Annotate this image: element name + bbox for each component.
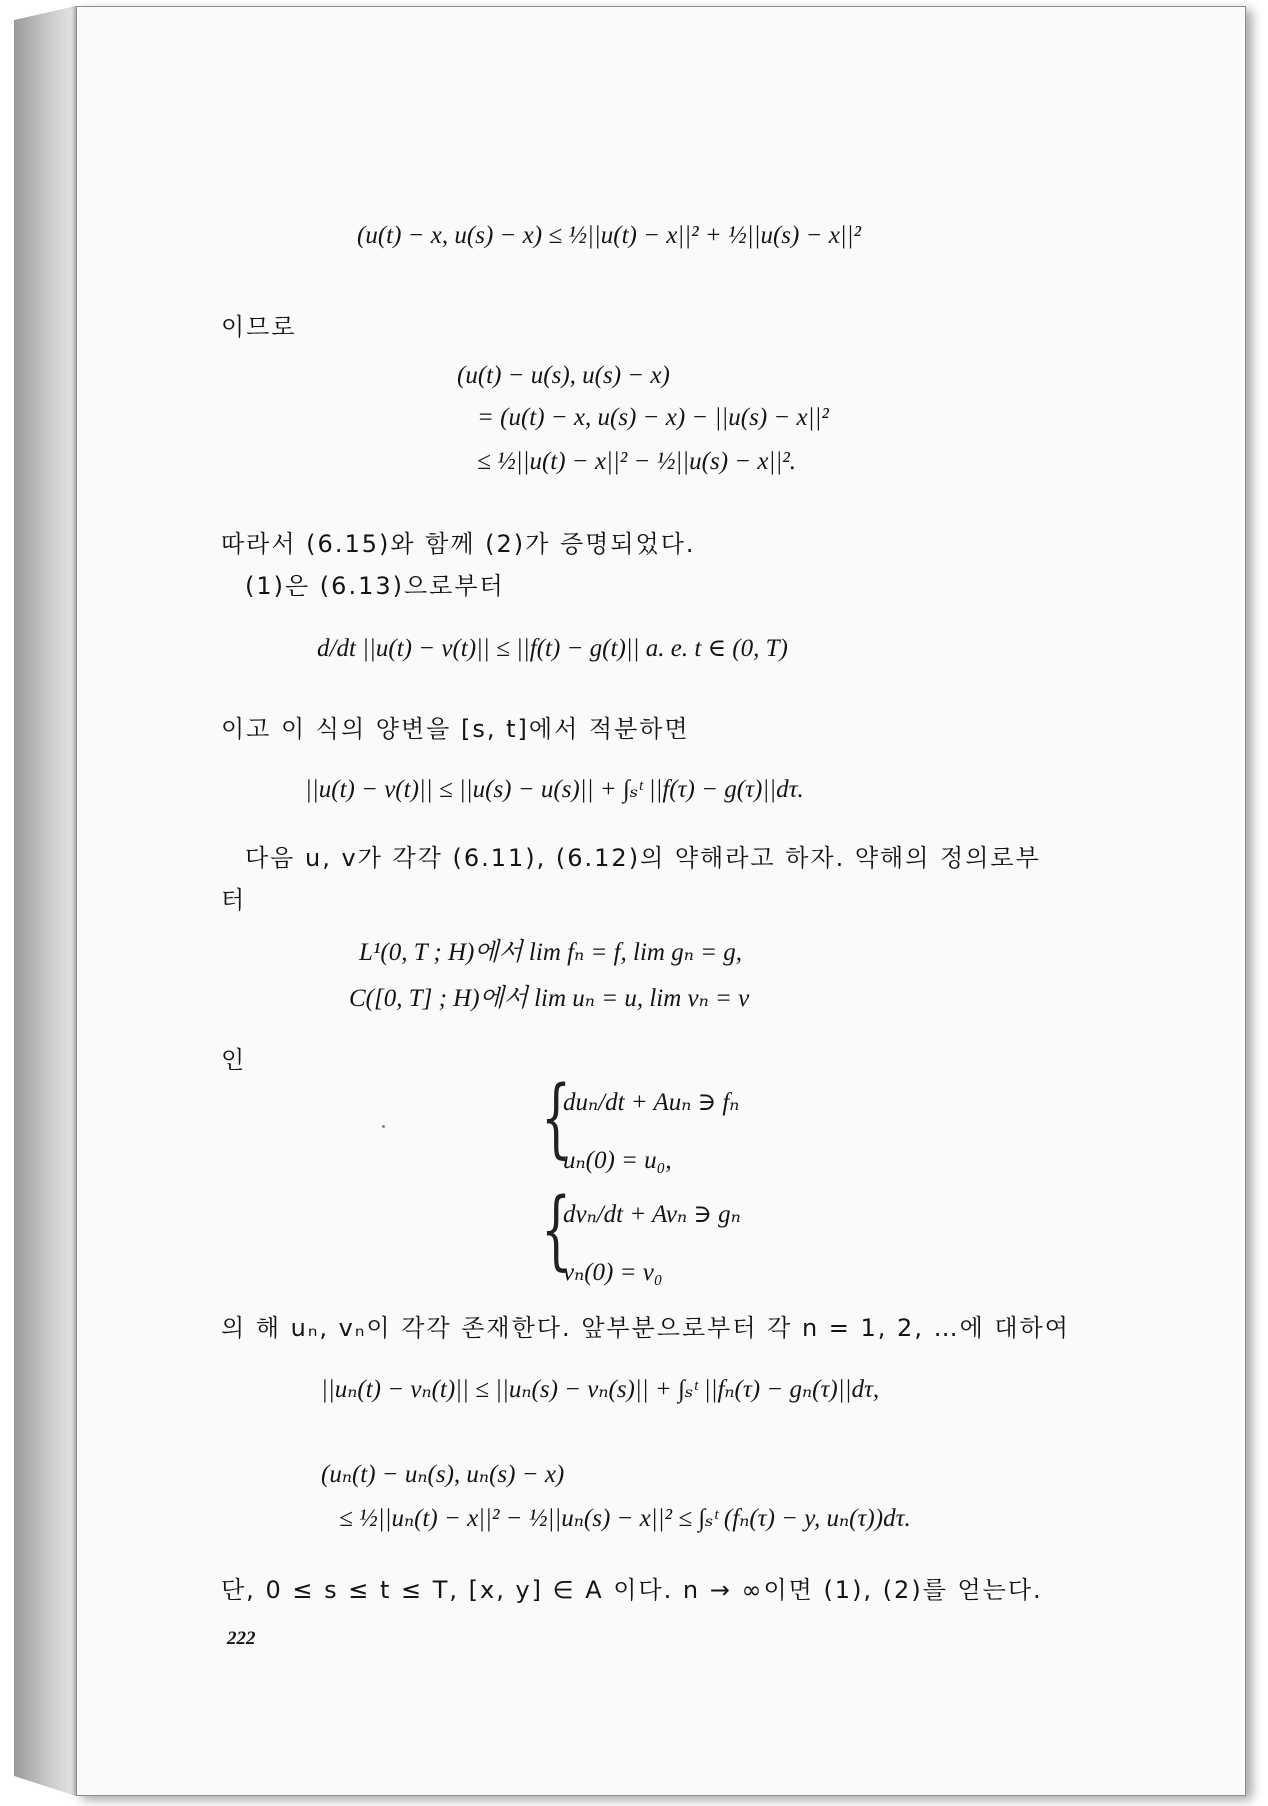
equation-2b: = (u(t) − x, u(s) − x) − ||u(s) − x||² [477, 404, 829, 431]
equation-5b: C([0, T] ; H)에서 lim uₙ = u, lim vₙ = v [349, 985, 750, 1012]
system-1-brace: { [541, 1068, 572, 1168]
system-2-brace: { [541, 1180, 572, 1280]
system-2-line-a: dvₙ/dt + Avₙ ∋ gₙ [563, 1201, 741, 1228]
equation-4: ||u(t) − v(t)|| ≤ ||u(s) − u(s)|| + ∫ₛᵗ ||f(τ) − g(τ)||dτ. [305, 776, 804, 803]
text-line-2: 따라서 (6.15)와 함께 (2)가 증명되었다. [221, 530, 696, 558]
equation-6: ||uₙ(t) − vₙ(t)|| ≤ ||uₙ(s) − vₙ(s)|| + ∫ₛᵗ ||fₙ(τ) − gₙ(τ)||dτ, [321, 1376, 880, 1403]
page-number: 222 [227, 1628, 256, 1649]
text-line-3: (1)은 (6.13)으로부터 [245, 572, 505, 600]
system-2-line-b: vₙ(0) = v₀ [563, 1259, 663, 1286]
text-line-9: 단, 0 ≤ s ≤ t ≤ T, [x, y] ∈ A 이다. n → ∞이면 (1), (2)를 얻는다. [221, 1576, 1043, 1604]
text-line-6: 터 [221, 886, 247, 914]
equation-1: (u(t) − x, u(s) − x) ≤ ½||u(t) − x||² + ½||u(s) − x||² [357, 222, 862, 249]
text-line-8: 의 해 uₙ, vₙ이 각각 존재한다. 앞부분으로부터 각 n = 1, 2, …에 대하여 [221, 1314, 1070, 1342]
book-spine [14, 6, 76, 1796]
equation-2c: ≤ ½||u(t) − x||² − ½||u(s) − x||². [477, 448, 796, 475]
book [14, 6, 1250, 1796]
text-line-7: 인 [221, 1046, 247, 1074]
speck [382, 1125, 385, 1128]
text-line-5: 다음 u, v가 각각 (6.11), (6.12)의 약해라고 하자. 약해의 정의로부 [245, 844, 1041, 872]
equation-7a: (uₙ(t) − uₙ(s), uₙ(s) − x) [321, 1461, 565, 1488]
text-line-1: 이므로 [221, 313, 297, 341]
equation-7b: ≤ ½||uₙ(t) − x||² − ½||uₙ(s) − x||² ≤ ∫ₛᵗ (fₙ(τ) − y, uₙ(τ))dτ. [339, 1505, 911, 1532]
system-1-line-b: uₙ(0) = u₀, [563, 1147, 672, 1174]
equation-2a: (u(t) − u(s), u(s) − x) [457, 362, 670, 389]
equation-3: d/dt ||u(t) − v(t)|| ≤ ||f(t) − g(t)|| a. e. t ∈ (0, T) [317, 635, 788, 662]
system-1-line-a: duₙ/dt + Auₙ ∋ fₙ [563, 1089, 740, 1116]
text-line-4: 이고 이 식의 양변을 [s, t]에서 적분하면 [221, 715, 690, 743]
book-page [76, 6, 1246, 1796]
equation-5a: L¹(0, T ; H)에서 lim fₙ = f, lim gₙ = g, [359, 939, 742, 966]
